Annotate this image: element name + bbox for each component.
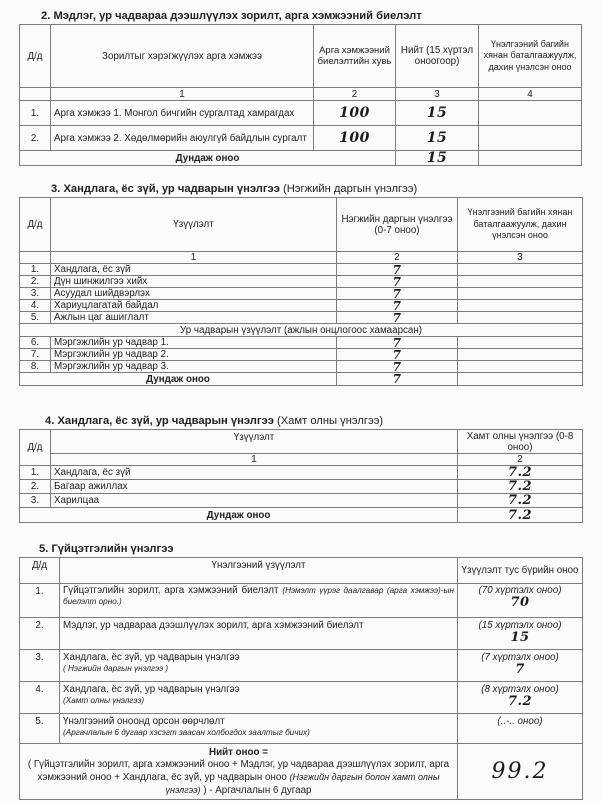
average-row [20,151,582,166]
index-empty [20,88,51,101]
row-text: Хандлага, ёс зүй [51,466,458,480]
header-reviewed: Үнэлгээний багийн хянан баталгаажуулж, дахин үнэлсэн оноо [458,198,583,252]
row-score: 70 [510,595,530,610]
row-text: Мэргэжлийн ур чадвар 1. [51,337,337,349]
index-3: 3 [458,252,583,264]
row-score: 7 [337,300,458,312]
row-text: Хариуцлагатай байдал [51,300,337,312]
section-3-title-note: (Нэгжийн даргын үнэлгээ) [279,183,418,195]
header-row [20,25,582,88]
row-num: 1. [20,584,60,618]
row-max: (..-.. оноо) [497,716,543,727]
table-row [20,126,582,151]
subheader-row [20,324,583,337]
row-text: Мэргэжлийн ур чадвар 3. [51,361,337,373]
row-score: 7.2 [458,480,583,494]
table-row [20,618,583,650]
row-note: (Нэмэлт үүрэг даалгавар (арга хэмжээ)-ын биелэлт орно.) [63,586,454,606]
row-num: 5. [20,312,51,324]
row-score-cell [458,618,583,650]
total-formula-part1: ( Гүйцэтгэлийн зорилт, арга хэмжээний оноо + Мэдлэг, ур чадвараа дээшлүүлэх зорилт, арга хэмжээний оноо + Хандлага, ёс зүй, ур чадварын оноо [27,758,450,783]
table-row [20,714,583,744]
row-reviewed [458,361,583,373]
header-row [20,430,583,454]
row-percent: 100 [314,126,396,151]
row-num: 2. [20,618,60,650]
header-measure: Зорилтыг хэрэгжүүлэх арга хэмжээ [51,25,314,88]
row-score: 7 [337,276,458,288]
total-formula-note: (Нэгжийн даргын болон хамт олны үнэлгээ) [165,771,440,795]
table-row [20,101,582,126]
section-2-title: 2. Мэдлэг, ур чадвараа дээшлүүлэх зорилт, арга хэмжээний биелэлт [41,10,422,22]
row-reviewed [458,312,583,324]
row-score: 15 [396,101,479,126]
total-label: Нийт оноо = [209,746,268,758]
row-text: Ажлын цаг ашиглалт [51,312,337,324]
index-row [20,252,583,264]
row-reviewed [458,288,583,300]
section-4-title [19,415,583,427]
table-row [20,650,583,682]
row-score: 7 [515,662,525,677]
row-num: 6. [20,337,51,349]
row-reviewed [458,349,583,361]
total-label-cell [20,744,458,800]
header-indicator: Үнэлгээний үзүүлэлт [60,558,458,584]
row-score: 15 [396,126,479,151]
row-text-cell [60,714,458,744]
header-num: Д/д [20,25,51,88]
row-score: 15 [510,630,530,645]
row-percent: 100 [314,101,396,126]
row-score-cell [458,714,583,744]
row-max: (15 хүртэлх оноо) [478,620,562,631]
average-reviewed [479,151,582,166]
average-row [20,373,583,386]
header-score: Үзүүлэлт тус бүрийн оноо [458,558,583,584]
section-4-table [19,429,583,523]
index-1: 1 [51,252,337,264]
index-row [20,454,583,466]
header-total: Нийт (15 хүртэл оноогоор) [396,25,479,88]
row-num: 2. [20,126,51,151]
index-empty [20,252,51,264]
row-text-cell [60,584,458,618]
section-3 [19,183,583,386]
header-num: Д/д [20,198,51,252]
header-num: Д/д [20,558,60,584]
index-2: 2 [458,454,583,466]
row-text-cell [60,618,458,650]
skills-subheader: Ур чадварын үзүүлэлт (ажлын онцлогоос хамаарсан) [20,324,583,337]
row-note: ( Нэгжийн даргын үнэлгээ ) [63,664,169,673]
index-4: 4 [479,88,582,101]
section-3-title [19,183,583,195]
row-num: 1. [20,466,51,480]
average-value: 7 [337,373,458,386]
section-4 [19,415,583,523]
index-1: 1 [51,454,458,466]
row-text: Хандлага, ёс зүй, ур чадварын үнэлгээ [63,652,240,663]
row-num: 1. [20,101,51,126]
table-row [20,312,583,324]
row-text: Үнэлгээний оноонд орсон өөрчлөлт [63,716,225,727]
row-num: 3. [20,494,51,508]
row-score: 7.2 [458,466,583,480]
total-formula [26,759,451,797]
row-score: 7 [337,361,458,373]
row-note: (Хамт олны үнэлгээ) [63,696,145,705]
table-row [20,288,583,300]
average-label: Дундаж оноо [20,508,458,523]
header-row [20,198,583,252]
row-score: 7 [337,349,458,361]
header-team-score: Хамт олны үнэлгээ (0-8 оноо) [458,430,583,454]
section-2-table [19,24,582,166]
table-row [20,494,583,508]
row-max: (8 хүртэлх оноо) [481,684,559,695]
row-text: Арга хэмжээ 2. Хөдөлмөрийн аюулгүй байдлын сургалт [51,126,314,151]
table-row [20,584,583,618]
section-3-title-bold: 3. Хандлага, ёс зүй, ур чадварын үнэлгээ [51,183,280,195]
row-text: Асуудал шийдвэрлэх [51,288,337,300]
row-text: Гүйцэтгэлийн зорилт, арга хэмжээний биелэлт [63,585,279,596]
average-label: Дундаж оноо [20,151,396,166]
row-num: 8. [20,361,51,373]
table-row [20,361,583,373]
table-row [20,337,583,349]
row-num: 3. [20,288,51,300]
row-num: 5. [20,714,60,744]
row-num: 7. [20,349,51,361]
row-text: Мэдлэг, ур чадвараа дээшлүүлэх зорилт, арга хэмжээний биелэлт [63,620,364,631]
total-row [20,744,583,800]
index-row [20,88,582,101]
row-reviewed [458,337,583,349]
header-indicator: Үзүүлэлт [51,430,458,454]
section-5 [19,543,583,800]
row-score-cell [458,584,583,618]
row-num: 2. [20,480,51,494]
row-text: Хандлага, ёс зүй, ур чадварын үнэлгээ [63,684,240,695]
header-num: Д/д [20,430,51,466]
average-value: 7.2 [458,508,583,523]
row-text: Арга хэмжээ 1. Монгол бичгийн сургалтад хамрагдах [51,101,314,126]
row-reviewed [458,264,583,276]
row-reviewed [479,126,582,151]
header-reviewed: Үнэлгээний багийн хянан баталгаажуулж, дахин үнэлсэн оноо [479,25,582,88]
index-2: 2 [337,252,458,264]
index-2: 2 [314,88,396,101]
average-reviewed [458,373,583,386]
row-score-cell [458,650,583,682]
row-score: 7 [337,264,458,276]
row-score: 7 [337,312,458,324]
section-4-title-bold: 4. Хандлага, ёс зүй, ур чадварын үнэлгээ [45,415,274,427]
row-text: Багаар ажиллах [51,480,458,494]
row-num: 4. [20,682,60,714]
row-max: (7 хүртэлх оноо) [481,652,559,663]
section-5-table [19,557,583,800]
table-row [20,349,583,361]
average-row [20,508,583,523]
table-row [20,682,583,714]
section-5-title: 5. Гүйцэтгэлийн үнэлгээ [39,543,174,555]
row-text: Мэргэжлийн ур чадвар 2. [51,349,337,361]
row-num: 4. [20,300,51,312]
header-percent: Арга хэмжээний биелэлтийн хувь [314,25,396,88]
row-text-cell [60,650,458,682]
row-reviewed [479,101,582,126]
table-row [20,300,583,312]
table-row [20,276,583,288]
row-score: 7.2 [507,694,533,709]
section-3-table [19,197,583,386]
table-row [20,264,583,276]
row-reviewed [458,300,583,312]
section-2 [19,10,582,166]
row-reviewed [458,276,583,288]
total-formula-part2: ) - Аргачлалын 6 дугаар [203,784,312,796]
row-num: 1. [20,264,51,276]
row-max: (70 хүртэлх оноо) [478,585,562,596]
index-1: 1 [51,88,314,101]
row-note: (Аргачлалын 6 дугаар хэсэгт заасан холбогдох заалтыг бичих) [63,728,310,737]
total-value: 99.2 [458,744,583,800]
row-score: 7 [337,337,458,349]
header-manager-score: Нэгжийн даргын үнэлгээ (0-7 оноо) [337,198,458,252]
row-score: 7.2 [458,494,583,508]
row-num: 3. [20,650,60,682]
row-score: 7 [337,288,458,300]
table-row [20,466,583,480]
row-text-cell [60,682,458,714]
row-text: Харилцаа [51,494,458,508]
row-text: Хандлага, ёс зүй [51,264,337,276]
row-score-cell [458,682,583,714]
row-text: Дүн шинжилгээ хийх [51,276,337,288]
table-row [20,480,583,494]
header-indicator: Үзүүлэлт [51,198,337,252]
average-value: 15 [396,151,479,166]
row-num: 2. [20,276,51,288]
index-3: 3 [396,88,479,101]
section-4-title-note: (Хамт олны үнэлгээ) [273,415,384,427]
average-label: Дундаж оноо [20,373,337,386]
header-row [20,558,583,584]
